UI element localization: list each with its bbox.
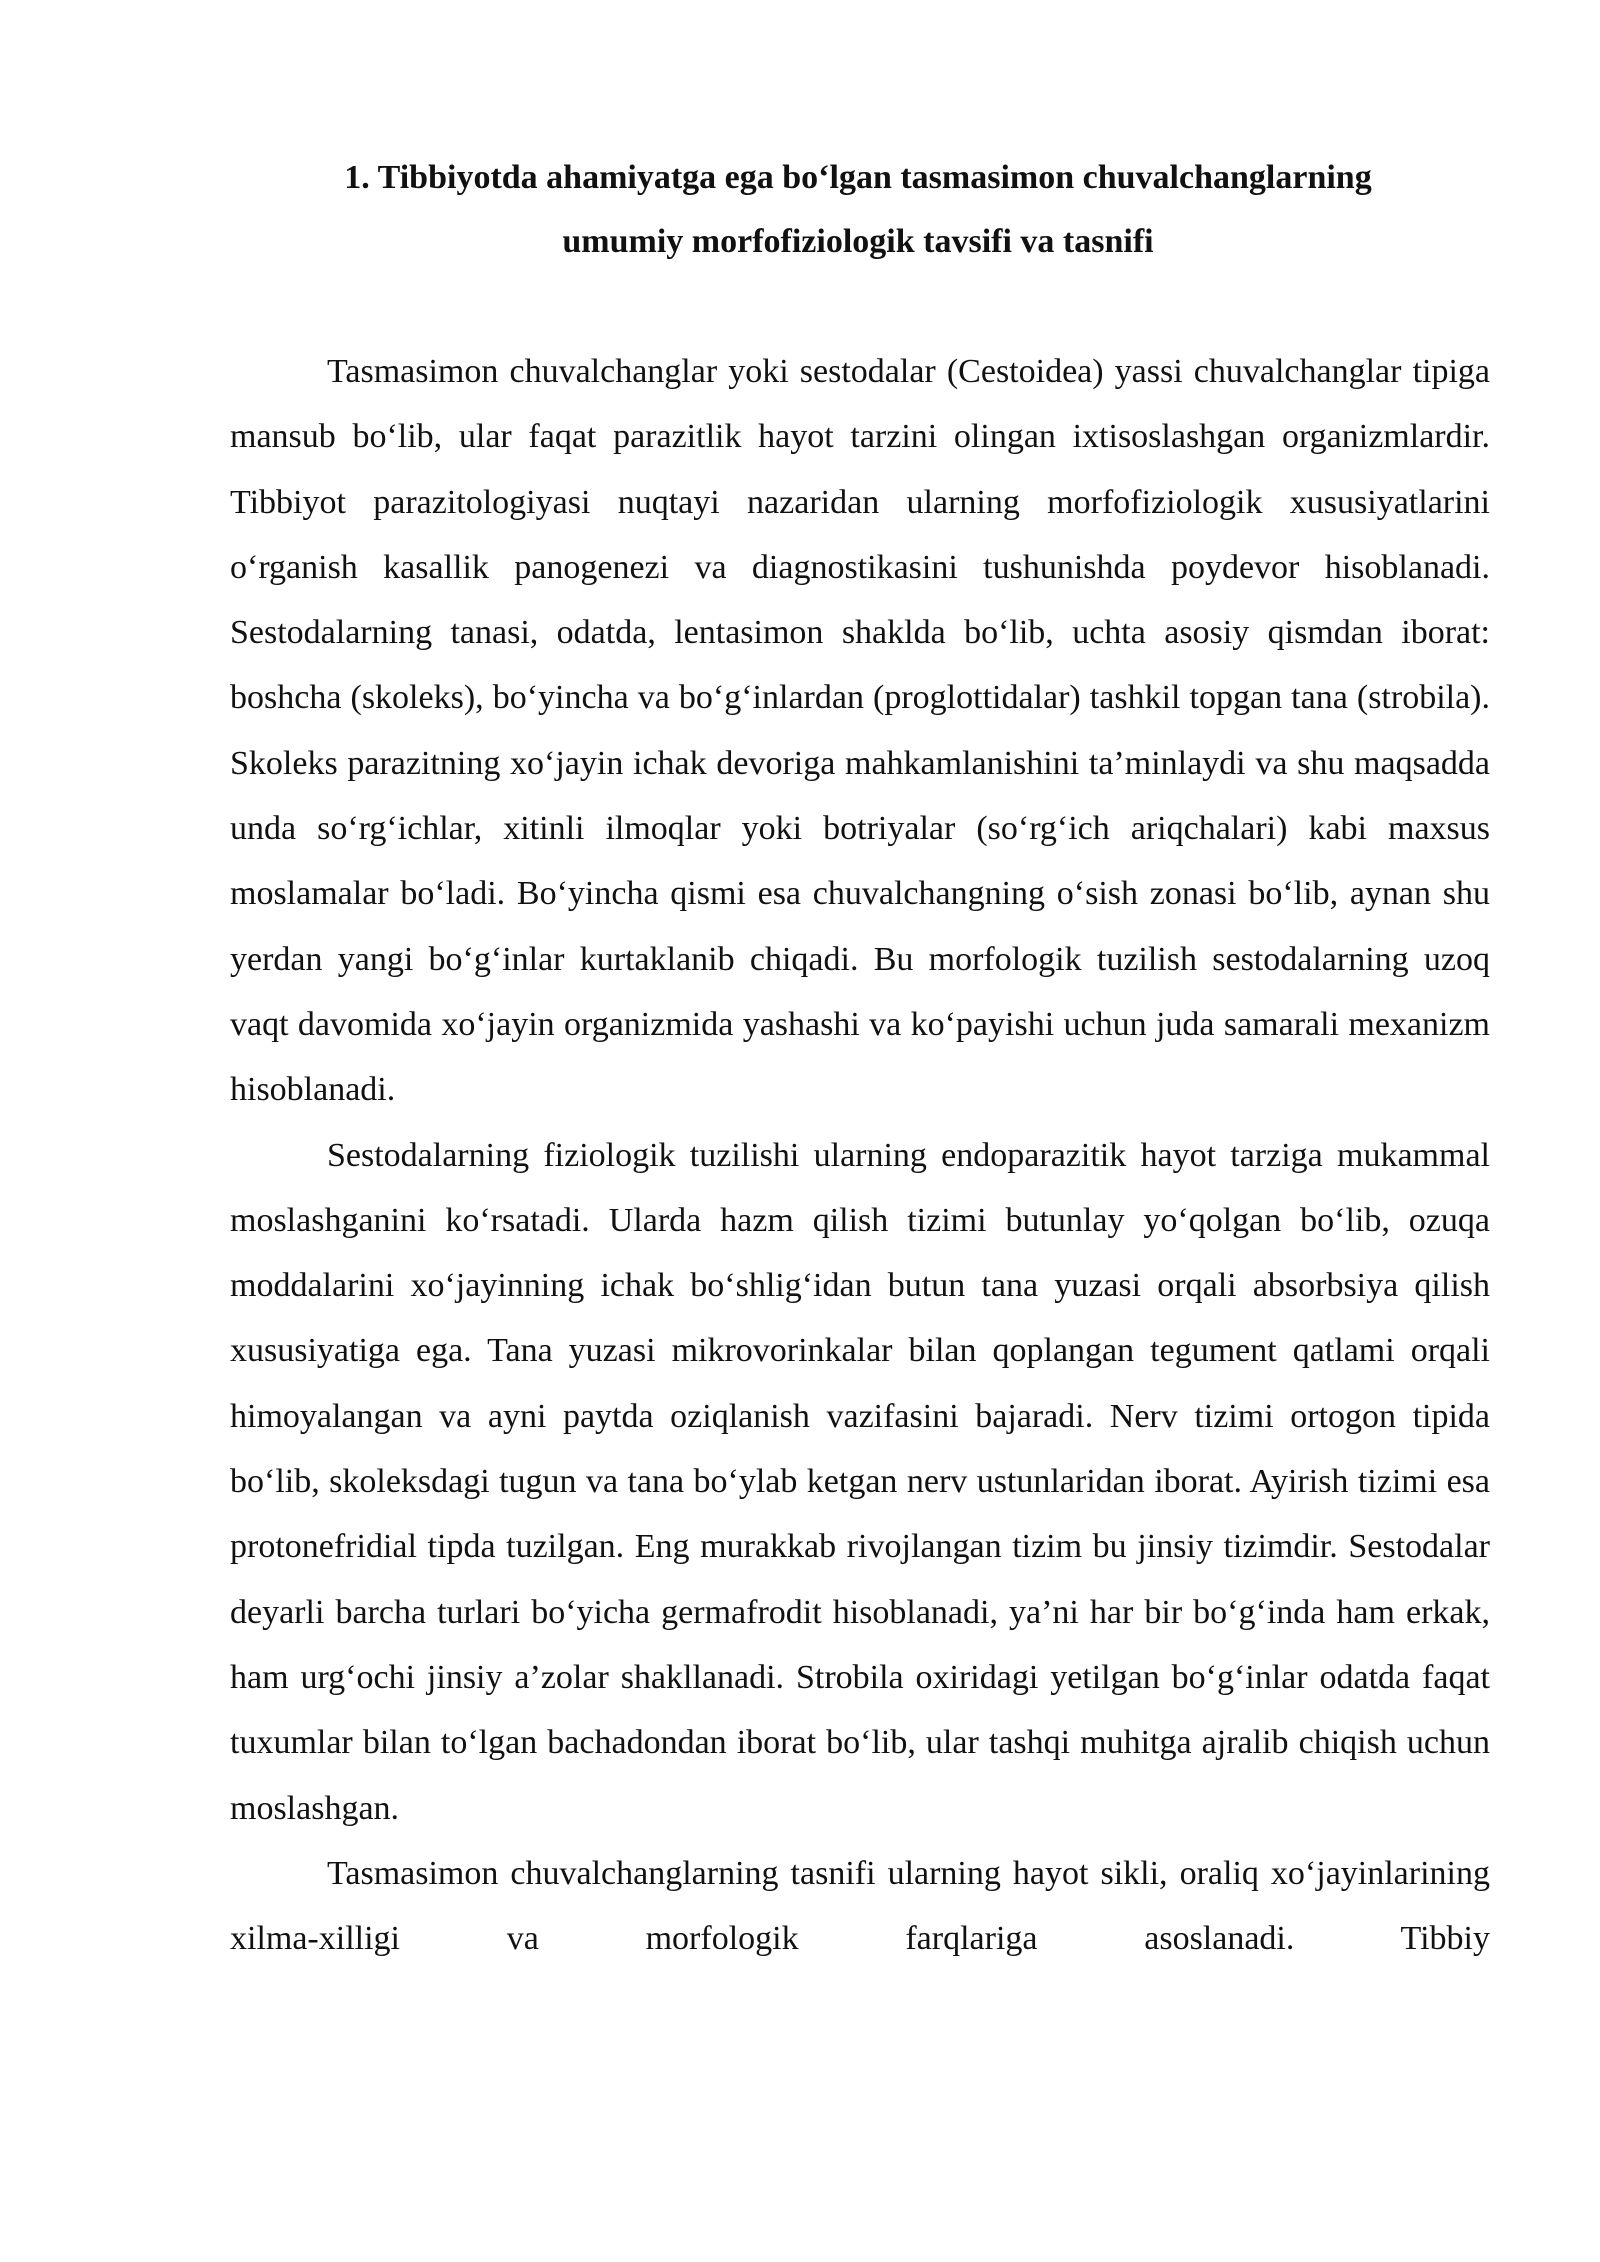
paragraph-2: Sestodalarning fiziologik tuzilishi ularning endoparazitik hayot tarziga mukammal moslashganini ko‘rsatadi. Ularda hazm qilish tizimi butunlay yo‘qolgan bo‘lib, ozuqa moddalarini xo‘jayinning ichak bo‘shlig‘idan butun tana yuzasi orqali absorbsiya qilish xususiyatiga ega. Tana yuzasi mikrovorinkalar bilan qoplangan tegument qatlami orqali himoyalangan va ayni paytda oziqlanish vazifasini bajaradi. Nerv tizimi ortogon tipida bo‘lib, skoleksdagi tugun va tana bo‘ylab ketgan nerv ustunlaridan iborat. Ayirish tizimi esa protonefridial tipda tuzilgan. Eng murakkab rivojlangan tizim bu jinsiy tizimdir. Sestodalar deyarli barcha turlari bo‘yicha germafrodit hisoblanadi, ya’ni har bir bo‘g‘inda ham erkak, ham urg‘ochi jinsiy a’zolar shakllanadi. Strobila oxiridagi yetilgan bo‘g‘inlar odatda faqat tuxumlar bilan to‘lgan bachadondan iborat bo‘lib, ular tashqi muhitga ajralib chiqish uchun moslashgan. <box>230 1136 1490 1827</box>
paragraph-3: Tasmasimon chuvalchanglarning tasnifi ularning hayot sikli, oraliq xo‘jayinlarining xilma-xilligi va morfologik farqlariga asoslanadi. Tibbiy <box>230 1854 1490 1958</box>
section-heading <box>228 146 1488 274</box>
heading-line-2: umumiy morfofiziologik tavsifi va tasnifi <box>562 223 1154 260</box>
body-text <box>230 339 1490 1971</box>
heading-line-1: 1. Tibbiyotda ahamiyatga ega bo‘lgan tasmasimon chuvalchanglarning <box>344 159 1372 196</box>
paragraph-1: Tasmasimon chuvalchanglar yoki sestodalar (Cestoidea) yassi chuvalchanglar tipiga mansub bo‘lib, ular faqat parazitlik hayot tarzini olingan ixtisoslashgan organizmlardir. Tibbiyot parazitologiyasi nuqtayi nazaridan ularning morfofiziologik xususiyatlarini o‘rganish kasallik panogenezi va diagnostikasini tushunishda poydevor hisoblanadi. Sestodalarning tanasi, odatda, lentasimon shaklda bo‘lib, uchta asosiy qismdan iborat: boshcha (skoleks), bo‘yincha va bo‘g‘inlardan (proglottidalar) tashkil topgan tana (strobila). Skoleks parazitning xo‘jayin ichak devoriga mahkamlanishini ta’minlaydi va shu maqsadda unda so‘rg‘ichlar, xitinli ilmoqlar yoki botriyalar (so‘rg‘ich ariqchalari) kabi maxsus moslamalar bo‘ladi. Bo‘yincha qismi esa chuvalchangning o‘sish zonasi bo‘lib, aynan shu yerdan yangi bo‘g‘inlar kurtaklanib chiqadi. Bu morfologik tuzilish sestodalarning uzoq vaqt davomida xo‘jayin organizmida yashashi va ko‘payishi uchun juda samarali mexanizm hisoblanadi. <box>230 353 1490 1109</box>
